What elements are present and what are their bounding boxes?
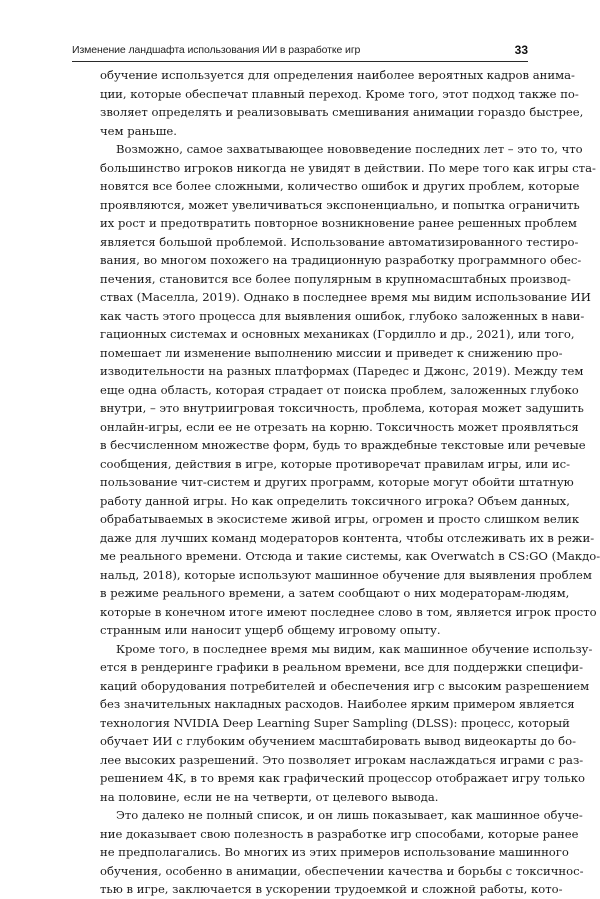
text-line: помешает ли изменение выполнению миссии и приведет к снижению про- <box>100 345 563 360</box>
text-line: в режиме реального времени, а затем сообщают о них модераторам-людям, <box>100 586 570 600</box>
text-line: Кроме того, в последнее время мы видим, как машинное обучение использу- <box>116 641 593 656</box>
body-text <box>100 66 600 899</box>
text-line: решением 4K, в то время как графический процессор отображает игру только <box>100 771 585 785</box>
text-line: технология NVIDIA Deep Learning Super Sampling (DLSS): процесс, который <box>100 715 570 730</box>
text-line: лее высоких разрешений. Это позволяет игрокам наслаждаться играми с раз- <box>100 752 584 767</box>
text-line: обрабатываемых в экосистеме живой игры, огромен и просто слишком велик <box>100 512 580 526</box>
text-line: пользование чит-систем и других программ, которые могут обойти штатную <box>100 475 574 489</box>
text-line: обучение используется для определения наиболее вероятных кадров анима- <box>100 68 575 82</box>
text-line: гационных системах и основных механиках (Гордилло и др., 2021), или того, <box>100 327 575 341</box>
text-line: которые в конечном итоге имеют последнее слово в том, является игрок просто <box>100 604 597 619</box>
text-line: сообщения, действия в игре, которые противоречат правилам игры, или ис- <box>100 456 571 471</box>
text-line: в бесчисленном множестве форм, будь то враждебные текстовые или речевые <box>100 438 586 452</box>
text-line: ние доказывает свою полезность в разработке игр способами, которые ранее <box>100 826 579 841</box>
text-line: Это далеко не полный список, и он лишь показывает, как машинное обуче- <box>116 808 583 822</box>
paragraph <box>100 640 593 807</box>
running-head: Изменение ландшафта использования ИИ в разработке игр <box>72 44 361 56</box>
paragraph <box>100 140 600 640</box>
text-line: вания, во многом похожего на традиционную разработку программного обес- <box>100 253 582 267</box>
page-number: 33 <box>514 43 528 57</box>
text-line: ме реального времени. Отсюда и такие системы, как Overwatch в CS:GO (Макдо- <box>100 549 600 563</box>
text-line: нальд, 2018), которые используют машинное обучение для выявления проблем <box>100 567 592 582</box>
text-line: обучает ИИ с глубоким обучением масштабировать вывод видеокарты до бо- <box>100 734 577 748</box>
text-line: на половине, если не на четверти, от целевого вывода. <box>100 789 439 804</box>
text-line: изводительности на разных платформах (Паредес и Джонс, 2019). Между тем <box>100 364 584 378</box>
text-line: не предполагались. Во многих из этих примеров использование машинного <box>100 845 569 859</box>
text-line: каций оборудования потребителей и обеспечения игр с высоким разрешением <box>100 678 590 693</box>
text-line: онлайн-игры, если ее не отрезать на корню. Токсичность может проявляться <box>100 419 579 434</box>
text-line: печения, становится все более популярным в крупномасштабных производ- <box>100 271 571 286</box>
header-rule <box>72 61 528 62</box>
text-line: Возможно, самое захватывающее нововведение последних лет – это то, что <box>116 142 583 156</box>
text-line: новятся все более сложными, количество ошибок и других проблем, которые <box>100 179 580 193</box>
text-line: ствах (Маселла, 2019). Однако в последнее время мы видим использование ИИ <box>100 290 591 304</box>
text-line: тью в игре, заключается в ускорении трудоемкой и сложной работы, кото- <box>100 882 563 896</box>
text-line: проявляются, может увеличиваться экспоненциально, и попытка ограничить <box>100 197 580 212</box>
paragraph <box>100 806 584 899</box>
text-line: их рост и предотвратить повторное возникновение ранее решенных проблем <box>100 216 577 230</box>
text-line: как часть этого процесса для выявления ошибок, глубоко заложенных в нави- <box>100 308 585 323</box>
text-line: является большой проблемой. Использование автоматизированного тестиро- <box>100 234 579 249</box>
text-line: даже для лучших команд модераторов контента, чтобы отслеживать их в режи- <box>100 530 595 545</box>
text-line: ции, которые обеспечат плавный переход. Кроме того, этот подход также по- <box>100 86 579 101</box>
text-line: внутри, – это внутриигровая токсичность, проблема, которая может задушить <box>100 401 584 415</box>
text-line: странным или наносит ущерб общему игровому опыту. <box>100 623 441 637</box>
text-line: без значительных накладных расходов. Наиболее ярким примером является <box>100 697 575 711</box>
paragraph <box>100 66 584 140</box>
text-line: работу данной игры. Но как определить токсичного игрока? Объем данных, <box>100 493 570 508</box>
text-line: большинство игроков никогда не увидят в действии. По мере того как игры ста- <box>100 160 596 175</box>
page-header <box>72 41 528 59</box>
text-line: ется в рендеринге графики в реальном времени, все для поддержки специфи- <box>100 660 584 674</box>
text-line: чем раньше. <box>100 123 177 138</box>
text-line: еще одна область, которая страдает от поиска проблем, заложенных глубоко <box>100 382 579 397</box>
text-line: зволяет определять и реализовывать смешивания анимации гораздо быстрее, <box>100 105 584 119</box>
text-line: обучения, особенно в анимации, обеспечении качества и борьбы с токсичнос- <box>100 863 584 878</box>
